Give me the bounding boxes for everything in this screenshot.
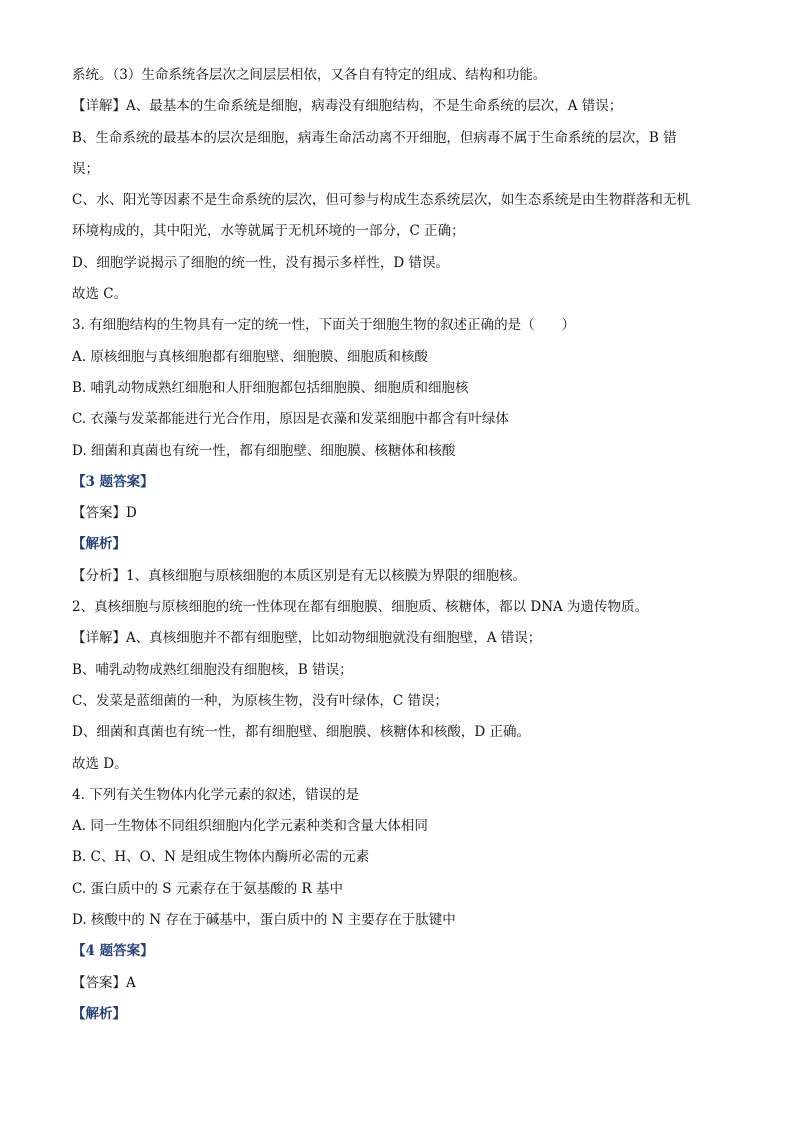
analysis-line-1: 【分析】1、真核细胞与原核细胞的本质区别是有无以核膜为界限的细胞核。 — [72, 567, 527, 584]
detail-line-a: 【详解】A、最基本的生命系统是细胞，病毒没有细胞结构，不是生命系统的层次，A 错误； — [72, 98, 623, 115]
analysis-line-2: 2、真核细胞与原核细胞的统一性体现在都有细胞膜、细胞质、核糖体，都以 DNA 为遗传物质。 — [72, 599, 649, 616]
detail-line-c: C、水、阳光等因素不是生命系统的层次，但可参与构成生态系统层次，如生态系统是由生物群落和无机 — [72, 192, 690, 209]
question-3-option-a: A. 原核细胞与真核细胞都有细胞壁、细胞膜、细胞质和核酸 — [72, 348, 428, 365]
question-3-option-c: C. 衣藻与发菜都能进行光合作用，原因是衣藻和发菜细胞中都含有叶绿体 — [72, 411, 509, 428]
question-4-stem: 4. 下列有关生物体内化学元素的叙述，错误的是 — [72, 786, 360, 803]
question-4-answer: 【答案】A — [72, 974, 136, 991]
question-4-option-d: D. 核酸中的 N 存在于碱基中，蛋白质中的 N 主要存在于肽键中 — [72, 912, 456, 929]
question-3-analysis-heading: 【解析】 — [72, 536, 126, 553]
detail-line-c: C、发菜是蓝细菌的一种，为原核生物，没有叶绿体，C 错误； — [72, 692, 448, 709]
detail-line-b: B、生命系统的最基本的层次是细胞，病毒生命活动离不开细胞，但病毒不属于生命系统的层次，B 错 — [72, 129, 677, 146]
question-3-option-b: B. 哺乳动物成熟红细胞和人肝细胞都包括细胞膜、细胞质和细胞核 — [72, 379, 469, 396]
question-3-answer: 【答案】D — [72, 505, 137, 522]
detail-line-d: D、细胞学说揭示了细胞的统一性，没有揭示多样性，D 错误。 — [72, 254, 449, 271]
text-line-cont: 系统。（3）生命系统各层次之间层层相依，又各自有特定的组成、结构和功能。 — [72, 67, 547, 83]
question-4-option-c: C. 蛋白质中的 S 元素存在于氨基酸的 R 基中 — [72, 880, 344, 897]
detail-line-b: B、哺乳动物成熟红细胞没有细胞核，B 错误； — [72, 661, 353, 678]
detail-line-c-cont: 环境构成的，其中阳光，水等就属于无机环境的一部分，C 正确； — [72, 223, 465, 240]
choice-conclusion: 故选 D。 — [72, 755, 128, 772]
detail-line-b-cont: 误； — [72, 160, 99, 177]
question-3-answer-heading: 【3 题答案】 — [72, 473, 154, 490]
question-3-option-d: D. 细菌和真菌也有统一性，都有细胞壁、细胞膜、核糖体和核酸 — [72, 442, 456, 459]
question-3-stem: 3. 有细胞结构的生物具有一定的统一性，下面关于细胞生物的叙述正确的是（ ） — [72, 317, 576, 334]
document-body — [72, 64, 722, 1034]
question-4-analysis-heading: 【解析】 — [72, 1005, 126, 1022]
detail-line-d: D、细菌和真菌也有统一性，都有细胞壁、细胞膜、核糖体和核酸，D 正确。 — [72, 724, 530, 741]
question-4-answer-heading: 【4 题答案】 — [72, 943, 154, 960]
detail-line-a: 【详解】A、真核细胞并不都有细胞壁，比如动物细胞就没有细胞壁，A 错误； — [72, 630, 542, 647]
question-4-option-a: A. 同一生物体不同组织细胞内化学元素种类和含量大体相同 — [72, 818, 428, 835]
question-4-option-b: B. C、H、O、N 是组成生物体内酶所必需的元素 — [72, 849, 370, 866]
choice-conclusion: 故选 C。 — [72, 286, 128, 303]
